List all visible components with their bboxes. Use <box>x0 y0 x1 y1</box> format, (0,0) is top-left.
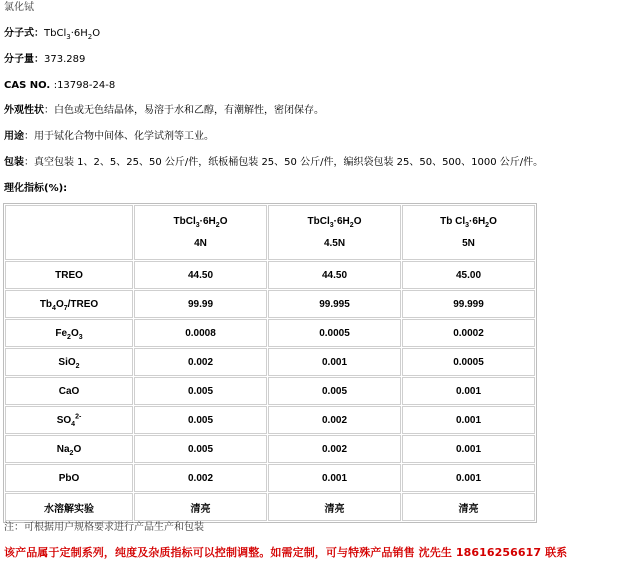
table-row <box>5 261 535 289</box>
row-label: $Tb_4O_7$/TREO <box>5 290 133 318</box>
table-cell: 44.50 <box>268 261 401 289</box>
weight-line <box>4 53 85 67</box>
table-cell: 0.005 <box>134 377 267 405</box>
cas-line <box>4 79 115 93</box>
header-formula: $TbCl_3\cdot 6H_2O$ <box>173 215 228 229</box>
header-grade: 4N <box>194 237 207 249</box>
table-row <box>5 319 535 347</box>
table-row <box>5 377 535 405</box>
spec-title: 理化指标(%): <box>4 183 68 194</box>
packaging-label: 包装 <box>4 157 24 168</box>
appearance-label: 外观性状 <box>4 105 44 116</box>
header-cell <box>268 205 401 260</box>
row-label: SiO$_2$ <box>5 348 133 376</box>
table-cell: 清亮 <box>134 493 267 521</box>
row-label: $Na_2O$ <box>5 435 133 463</box>
formula-label: 分子式： <box>4 28 44 39</box>
table-cell: 0.005 <box>134 435 267 463</box>
header-empty-cell <box>5 205 133 260</box>
table-cell: 99.99 <box>134 290 267 318</box>
table-cell: 44.50 <box>134 261 267 289</box>
note-text: 注：可根据用户规格要求进行产品生产和包装 <box>4 522 204 533</box>
table-cell: 0.0005 <box>402 348 535 376</box>
usage-label: 用途 <box>4 131 24 142</box>
cas-label: CAS NO. <box>4 80 54 91</box>
table-cell: 0.002 <box>268 435 401 463</box>
product-title: 氯化铽 <box>4 2 34 13</box>
table-header-row <box>5 205 535 260</box>
table-cell: 0.001 <box>402 435 535 463</box>
appearance-value: ：白色或无色结晶体，易溶于水和乙醇，有潮解性，密闭保存。 <box>44 105 324 116</box>
table-row <box>5 464 535 492</box>
table-row <box>5 348 535 376</box>
packaging-value: ：真空包装 1、2、5、25、50 公斤/件，纸板桶包装 25、50 公斤/件，编织袋包装 25、50、500、1000 公斤/件。 <box>24 157 544 168</box>
appearance-line <box>4 104 324 118</box>
row-label: $SO_4^{2-}$ <box>5 406 133 434</box>
table-cell: 0.005 <box>268 377 401 405</box>
table-cell: 0.001 <box>268 348 401 376</box>
header-formula: $TbCl_3\cdot 6H_2O$ <box>307 215 362 229</box>
row-label: $Fe_2O_3$ <box>5 319 133 347</box>
packaging-line <box>4 156 543 170</box>
table-cell: 0.002 <box>134 348 267 376</box>
table-cell: 0.0005 <box>268 319 401 347</box>
table-cell: 99.995 <box>268 290 401 318</box>
table-row <box>5 493 535 521</box>
weight-value: 373.289 <box>44 54 86 65</box>
row-label: PbO <box>5 464 133 492</box>
header-cell <box>402 205 535 260</box>
usage-value: ：用于铽化合物中间体、化学试剂等工业。 <box>24 131 214 142</box>
table-cell: 99.999 <box>402 290 535 318</box>
table-cell: 45.00 <box>402 261 535 289</box>
header-cell <box>134 205 267 260</box>
header-formula: Tb $Cl_3\cdot 6H_2O$ <box>440 215 497 229</box>
formula-line <box>4 27 100 41</box>
promo-text: 该产品属于定制系列，纯度及杂质指标可以控制调整。如需定制，可与特殊产品销售 沈先生 18616256617 联系 <box>4 546 568 559</box>
table-cell: 0.001 <box>402 406 535 434</box>
table-cell: 0.001 <box>402 464 535 492</box>
row-label: CaO <box>5 377 133 405</box>
table-cell: 清亮 <box>402 493 535 521</box>
row-label: TREO <box>5 261 133 289</box>
formula-value: $TbCl_3\cdot 6H_2O$ <box>44 28 101 41</box>
header-grade: 5N <box>462 237 475 249</box>
row-label: 水溶解实验 <box>5 493 133 521</box>
table-cell: 0.002 <box>134 464 267 492</box>
spec-table <box>3 203 537 523</box>
weight-label: 分子量： <box>4 54 44 65</box>
table-cell: 0.001 <box>402 377 535 405</box>
table-cell: 0.002 <box>268 406 401 434</box>
table-cell: 0.0008 <box>134 319 267 347</box>
table-cell: 0.005 <box>134 406 267 434</box>
table-row <box>5 435 535 463</box>
table-cell: 0.001 <box>268 464 401 492</box>
table-row <box>5 406 535 434</box>
header-grade: 4.5N <box>323 237 346 249</box>
table-cell: 清亮 <box>268 493 401 521</box>
usage-line <box>4 130 214 144</box>
table-row <box>5 290 535 318</box>
cas-value: :13798-24-8 <box>53 80 116 91</box>
table-cell: 0.0002 <box>402 319 535 347</box>
